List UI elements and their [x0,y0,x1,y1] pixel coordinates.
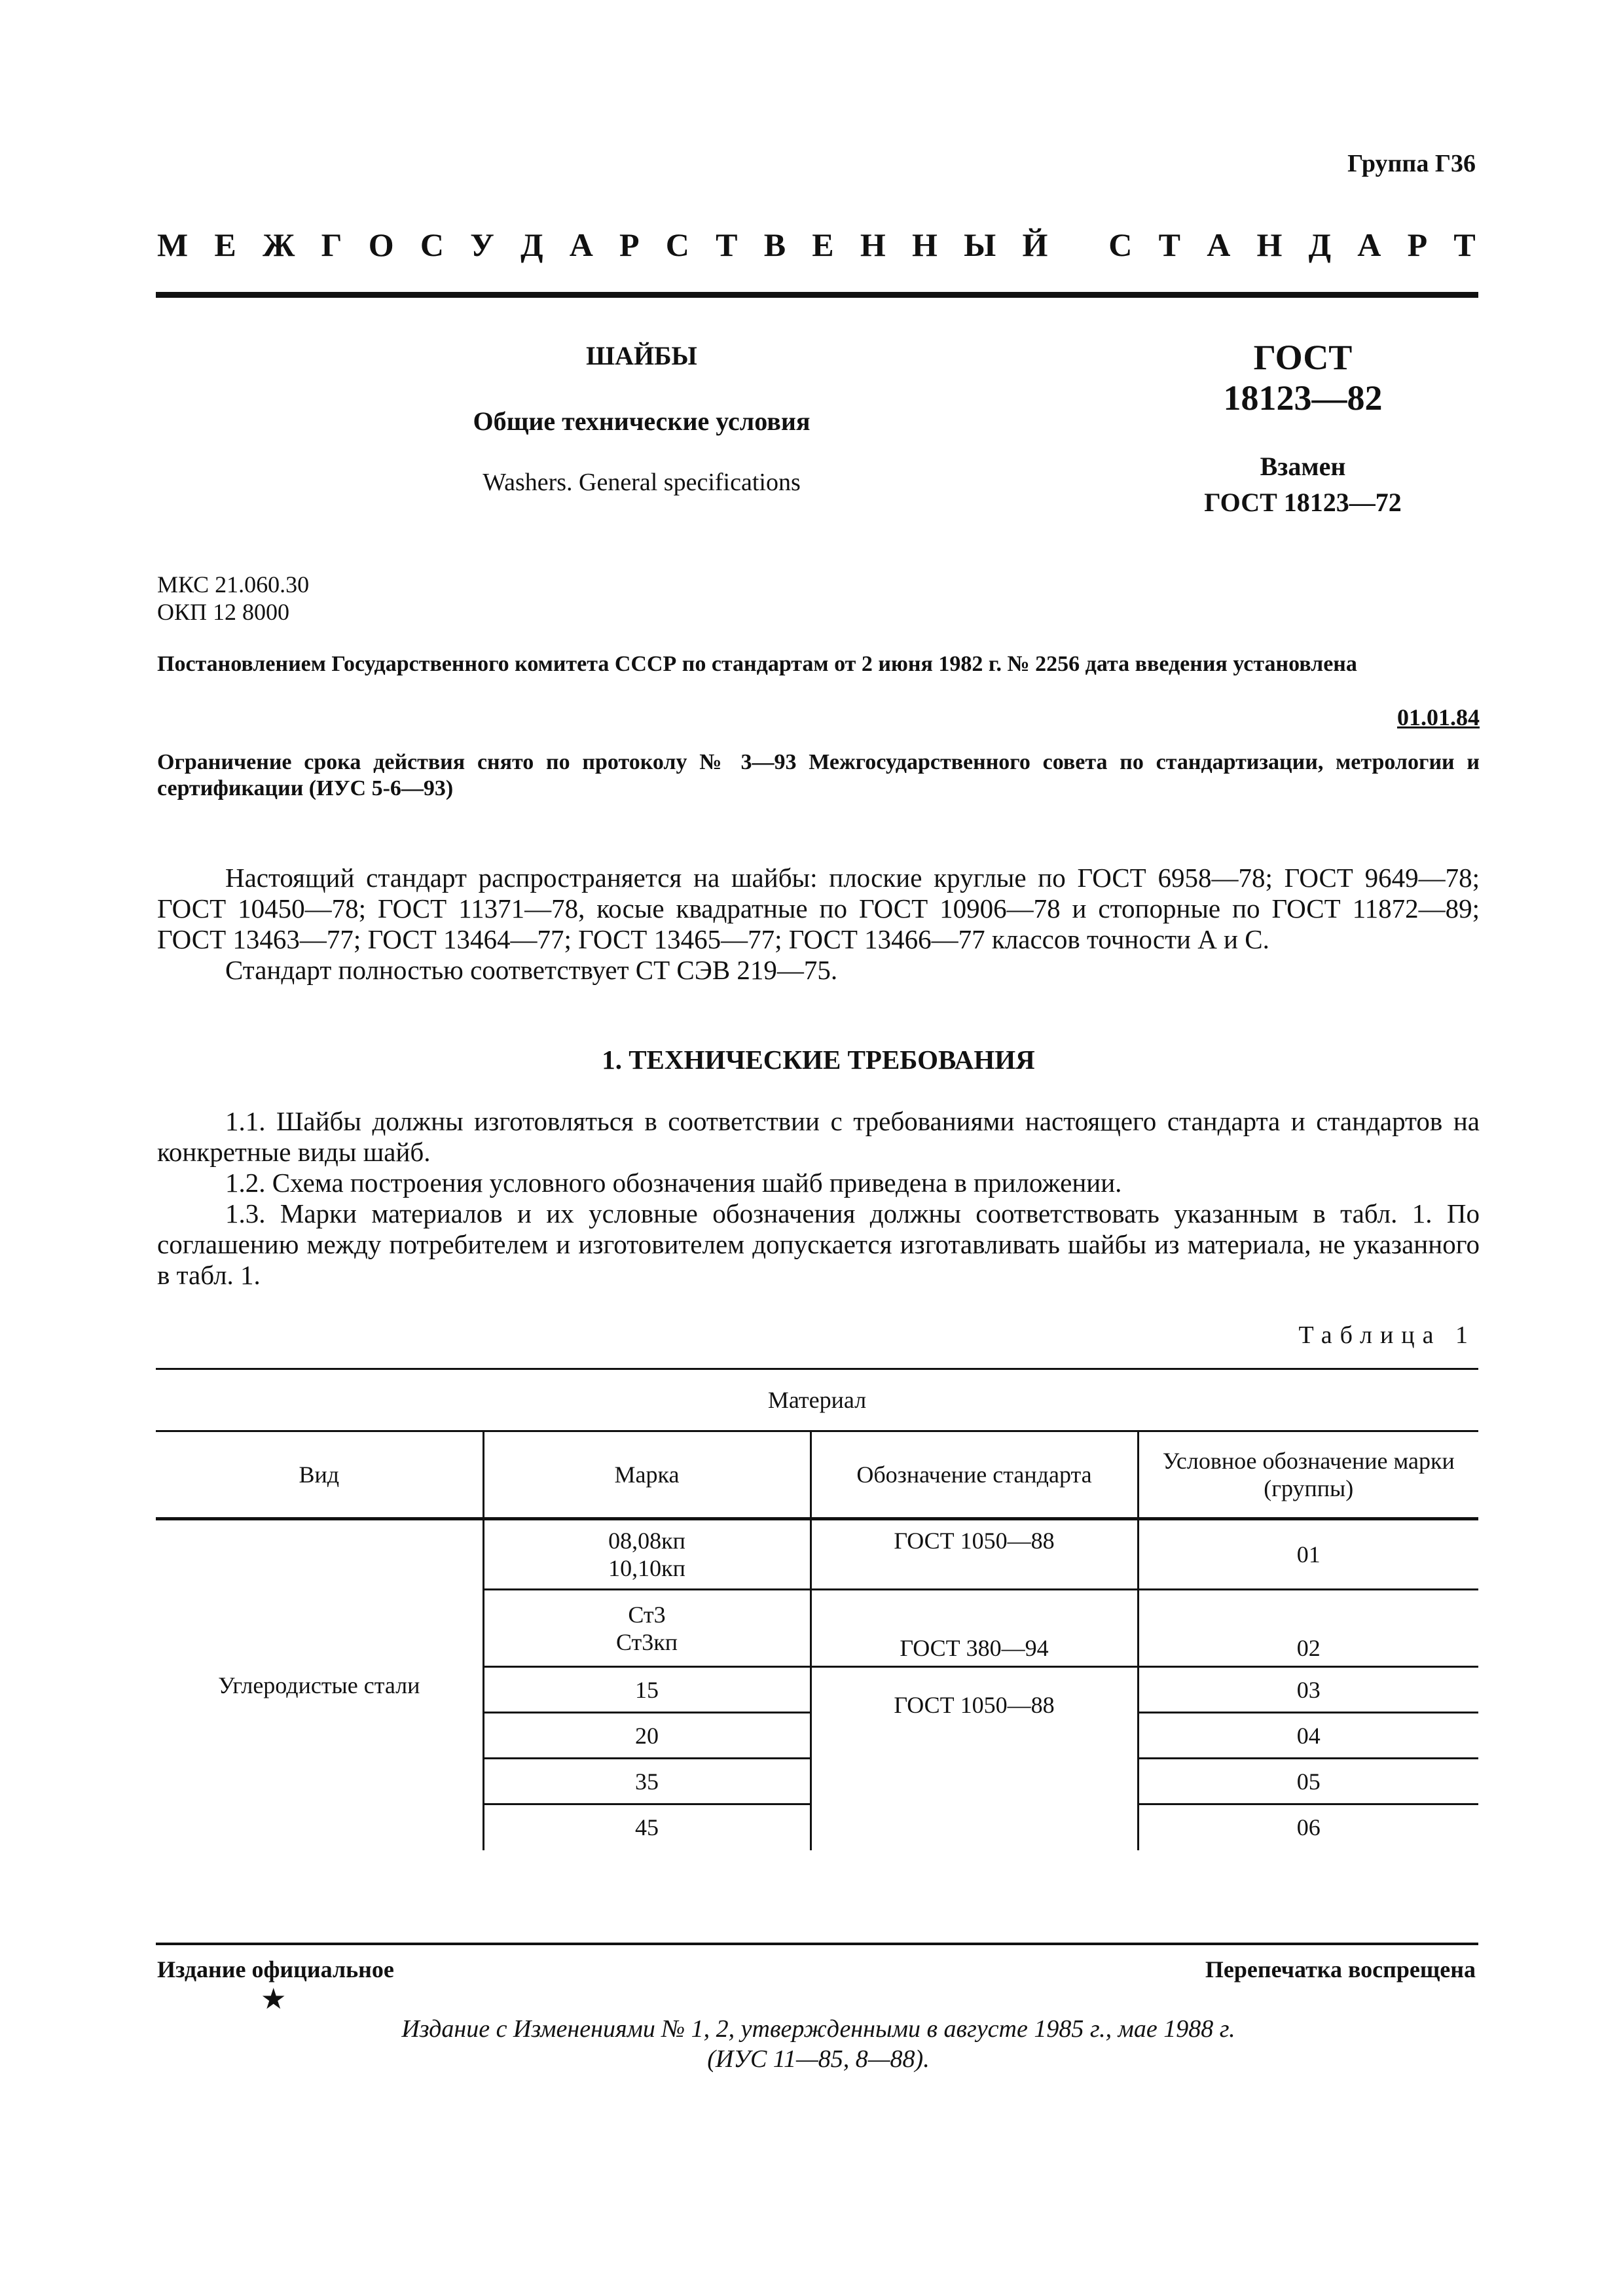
banner-letter: Р [619,226,640,263]
classification-codes [157,571,309,626]
banner-letter: Д [520,226,543,263]
requirements-section [157,1106,1480,1291]
banner-letter: Н [860,226,886,263]
banner-letter: А [1357,226,1381,263]
edition-line: (ИУС 11—85, 8—88). [707,2045,930,2073]
code-cell: 03 [1138,1667,1478,1713]
edition-note [157,2014,1480,2074]
star-icon: ★ [261,1983,287,2015]
introduction-date: 01.01.84 [1397,704,1480,730]
code-cell: 01 [1138,1519,1478,1590]
material-kind-cell: Углеродистые стали [218,1672,420,1698]
footer-divider [156,1943,1478,1945]
grade-value: 10,10кп [608,1555,685,1581]
banner-letter: Ж [263,226,295,263]
interstate-standard-banner [157,226,1476,264]
edition-line: Издание с Изменениями № 1, 2, утвержденными в августе 1985 г., мае 1988 г. [401,2015,1235,2043]
document-title: ШАЙБЫ [586,341,697,370]
compliance-paragraph: Стандарт полностью соответствует СТ СЭВ 219—75. [225,955,838,985]
banner-letter: Т [716,226,738,263]
gost-number: 18123—82 [1223,378,1383,418]
grade-cell: 35 [483,1759,811,1804]
banner-letter: Т [1453,226,1476,263]
standard-cell: ГОСТ 1050—88 [811,1667,1138,1850]
column-header: Вид [156,1431,483,1519]
table-group-header: Материал [156,1369,1478,1431]
banner-letter: С [1108,226,1133,263]
grade-value: Ст3 [628,1601,666,1628]
table-caption: Таблица 1 [1298,1321,1476,1349]
grade-value: 08,08кп [608,1528,685,1554]
clause-1-3: 1.3. Марки материалов и их условные обозначения должны соответствовать указанным в табл. 1. По соглашению между потребителем и изготовителем допускается изготавливать шайбы из материала, не указанного в табл. 1. [157,1198,1480,1290]
grade-cell [483,1519,811,1590]
banner-letter: В [763,226,786,263]
banner-letter: А [569,226,593,263]
banner-letter: Ы [964,226,996,263]
banner-letter: С [665,226,689,263]
grade-value: Ст3кп [615,1628,678,1655]
okp-code: ОКП 12 8000 [157,599,290,625]
intro-paragraph: Настоящий стандарт распространяется на шайбы: плоские круглые по ГОСТ 6958—78; ГОСТ 9649—78; ГОСТ 10450—78; ГОСТ 11371—78, косые квадратные по ГОСТ 10906—78 и стопорные по ГОСТ 11872—89; ГОСТ 13463—77; ГОСТ 13464—77; ГОСТ 13465—77; ГОСТ 13466—77 классов точности А и С. [157,863,1480,954]
code-cell: 06 [1138,1804,1478,1850]
replaced-standard: ГОСТ 18123—72 [1204,488,1402,517]
banner-word-gap [1074,226,1083,264]
group-label: Группа Г36 [1347,150,1476,177]
header-divider [156,292,1478,298]
materials-table [156,1368,1478,1850]
document-subtitle: Общие технические условия [473,406,811,436]
english-title: Washers. General specifications [483,469,801,496]
banner-letter: Д [1308,226,1332,263]
banner-letter: Р [1407,226,1428,263]
column-header: Марка [483,1431,811,1519]
code-cell: 04 [1138,1713,1478,1759]
code-cell: 02 [1138,1590,1478,1667]
banner-letter: Е [812,226,834,263]
grade-cell [483,1590,811,1667]
intro-section [157,863,1480,986]
section-heading: 1. ТЕХНИЧЕСКИЕ ТРЕБОВАНИЯ [602,1045,1035,1075]
column-header: Обозначение стандарта [811,1431,1138,1519]
banner-letter: У [470,226,494,263]
banner-letter: М [157,226,189,263]
banner-letter: А [1207,226,1231,263]
code-cell: 05 [1138,1759,1478,1804]
column-header: Условное обозначение марки (группы) [1138,1431,1478,1519]
replaces-label: Взамен [1260,452,1346,481]
standard-cell: ГОСТ 1050—88 [811,1519,1138,1590]
banner-letter: Е [214,226,236,263]
banner-letter: Т [1158,226,1180,263]
gost-designation [1126,337,1480,522]
grade-cell: 20 [483,1713,811,1759]
banner-letter: Н [1256,226,1283,263]
banner-letter: Й [1022,226,1048,263]
decree-text: Постановлением Государственного комитета СССР по стандартам от 2 июня 1982 г. № 2256 дата введения установлена [157,652,1357,676]
official-edition-label: Издание официальное [157,1956,394,1982]
standard-cell: ГОСТ 380—94 [811,1590,1138,1667]
clause-1-1: 1.1. Шайбы должны изготовляться в соответствии с требованиями настоящего стандарта и стандартов на конкретные виды шайб. [157,1106,1480,1167]
banner-letter: Н [911,226,938,263]
table-row [156,1519,1478,1590]
gost-label: ГОСТ [1253,338,1353,377]
mks-code: МКС 21.060.30 [157,571,310,598]
reprint-prohibited-label: Перепечатка воспрещена [1205,1956,1476,1982]
limitation-note: Ограничение срока действия снято по протоколу № 3—93 Межгосударственного совета по стандартизации, метрологии и сертификации (ИУС 5-6—93) [157,750,1480,800]
grade-cell: 15 [483,1667,811,1713]
grade-cell: 45 [483,1804,811,1850]
clause-1-2: 1.2. Схема построения условного обозначения шайб приведена в приложении. [225,1168,1122,1198]
banner-letter: Г [321,226,342,263]
banner-letter: О [368,226,394,263]
banner-letter: С [420,226,444,263]
